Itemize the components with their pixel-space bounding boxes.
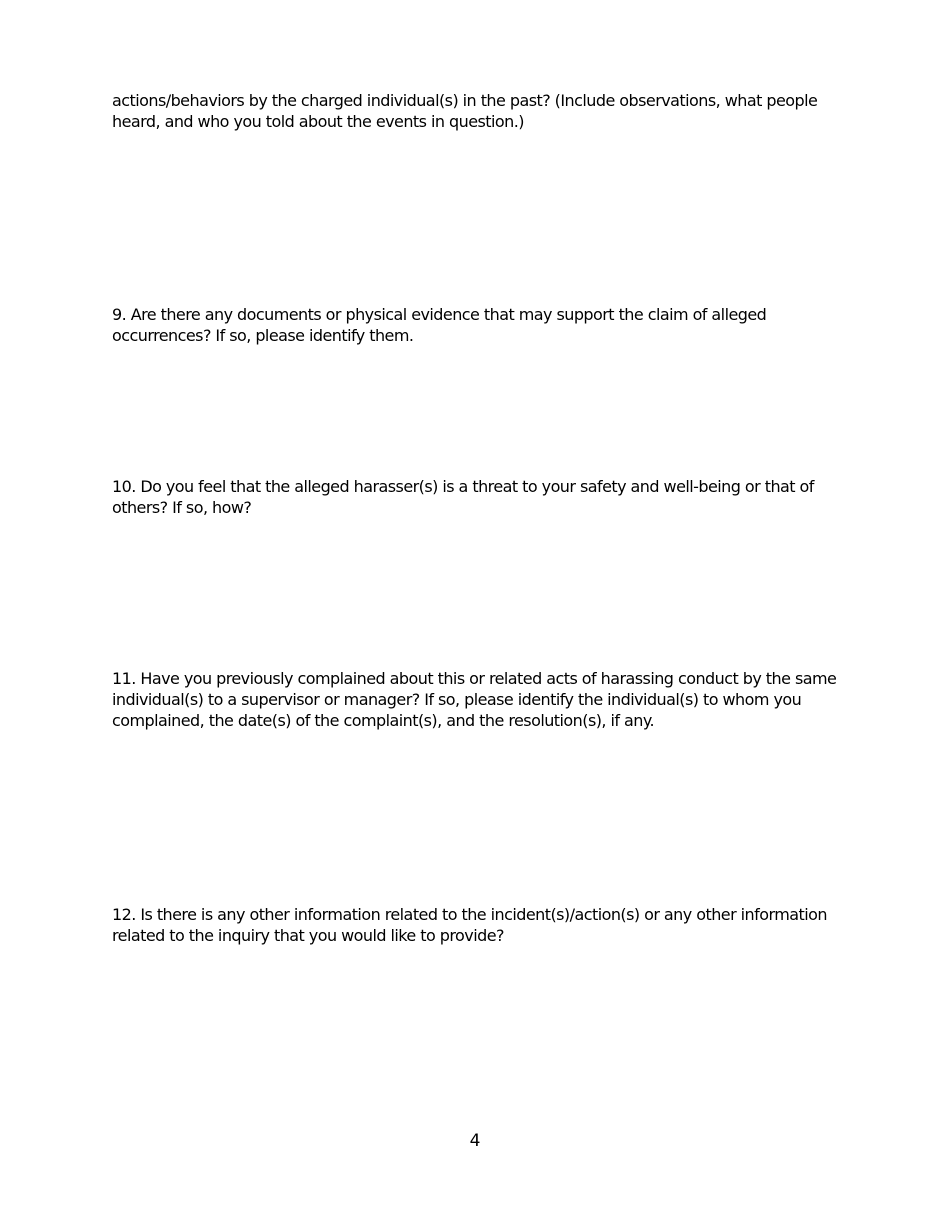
question-text-line: individual(s) to a supervisor or manager? If so, please identify the individual(s) to whom you: [112, 690, 802, 709]
question-text-line: 10. Do you feel that the alleged harasser(s) is a threat to your safety and well-being or that of: [112, 477, 814, 496]
question-text-line: others? If so, how?: [112, 498, 252, 517]
page-number: 4: [469, 1131, 481, 1151]
question-text-line: complained, the date(s) of the complaint(s), and the resolution(s), if any.: [112, 711, 655, 730]
question-11: [112, 668, 842, 731]
question-text-line: heard, and who you told about the events in question.): [112, 112, 524, 131]
question-text-line: 12. Is there is any other information related to the incident(s)/action(s) or any other information: [112, 905, 827, 924]
question-9: [112, 304, 842, 346]
question-text-line: occurrences? If so, please identify them.: [112, 326, 414, 345]
question-12: [112, 904, 842, 946]
question-text-line: 11. Have you previously complained about this or related acts of harassing conduct by the same: [112, 669, 837, 688]
question-text-line: related to the inquiry that you would like to provide?: [112, 926, 504, 945]
question-text-line: actions/behaviors by the charged individual(s) in the past? (Include observations, what people: [112, 91, 818, 110]
question-text-line: 9. Are there any documents or physical evidence that may support the claim of alleged: [112, 305, 767, 324]
question-10: [112, 476, 842, 518]
question-8-continuation: [112, 90, 842, 132]
